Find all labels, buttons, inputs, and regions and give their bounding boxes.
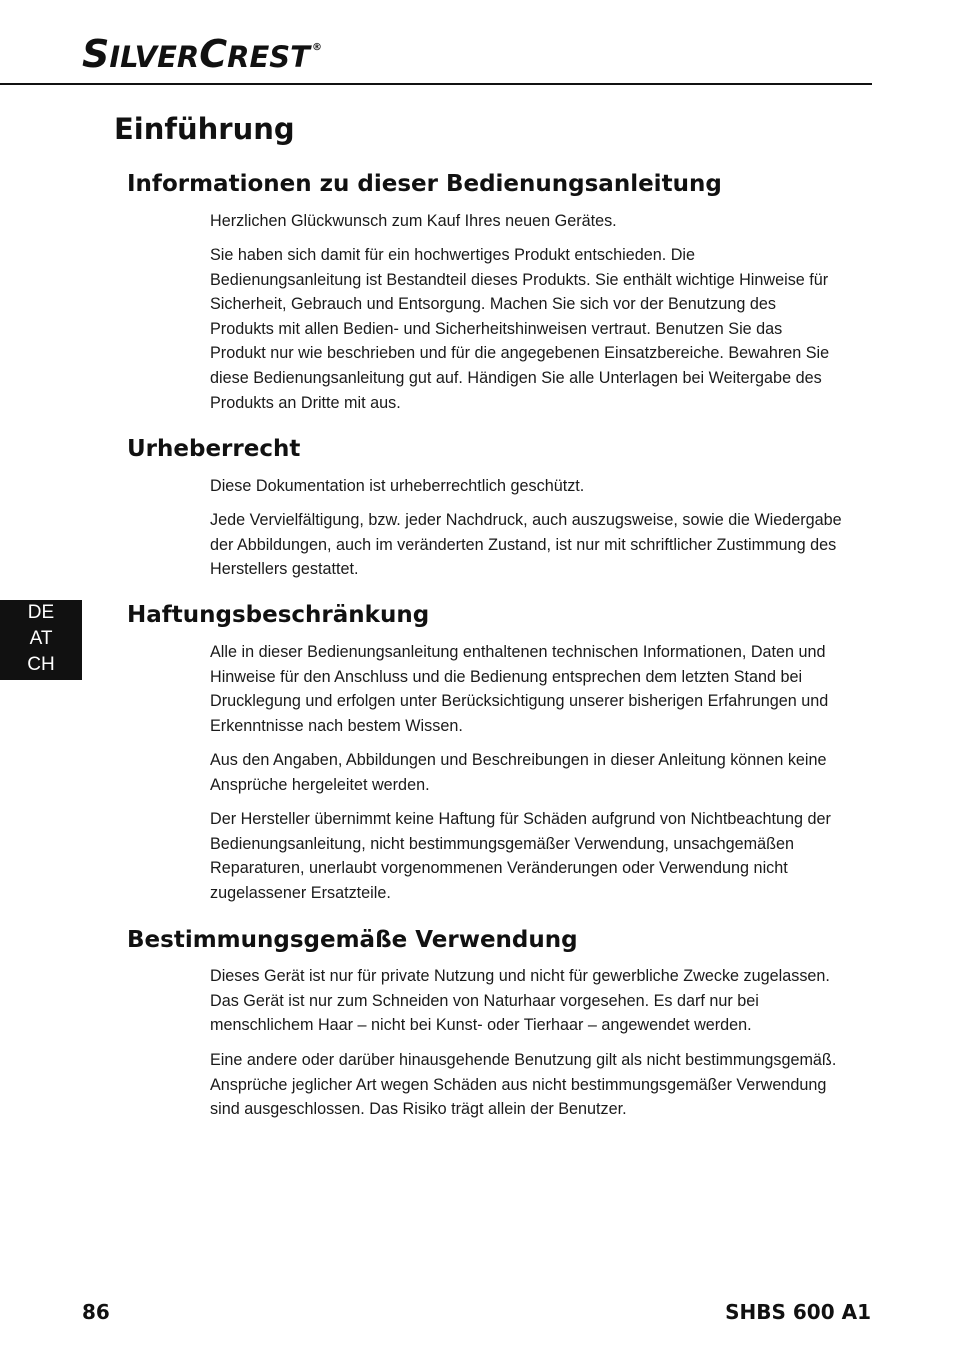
- section-heading-informationen: Informationen zu dieser Bedienungsanleitung: [127, 171, 722, 197]
- header-divider: [0, 83, 872, 85]
- paragraph: Eine andere oder darüber hinausgehende Benutzung gilt als nicht bestimmungsgemäß. Ansprüche jeglicher Art wegen Schäden aus nicht bestimmungsgemäßer Verwendung sind ausgeschlossen. Das Risiko trägt allein der Benutzer.: [210, 1051, 837, 1119]
- paragraph: Sie haben sich damit für ein hochwertiges Produkt entschieden. Die Bedienungsanleitung ist Bestandteil dieses Produkts. Sie enthält wichtige Hinweise für Sicherheit, Gebrauch und Entsorgung. Machen Sie sich vor der Benutzung des Produkts mit allen Bedien- und Sicherheitshinweisen vertraut. Benutzen Sie das Produkt nur wie beschrieben und für die angegebenen Einsatzbereiche. Bewahren Sie diese Bedienungsanleitung gut auf. Händigen Sie alle Unterlagen bei Weitergabe des Produkts an Dritte mit aus.: [210, 246, 830, 412]
- page-title: Einführung: [114, 112, 295, 146]
- brand-logo: [82, 32, 322, 76]
- logo-rest-2: REST: [227, 40, 310, 74]
- language-code-at: AT: [29, 628, 53, 649]
- language-tab: [0, 600, 82, 680]
- language-code-ch: CH: [27, 654, 55, 675]
- logo-initial-1: S: [82, 32, 110, 76]
- paragraph: Herzlichen Glückwunsch zum Kauf Ihres neuen Gerätes.: [210, 212, 617, 230]
- registered-mark: ®: [311, 42, 322, 53]
- section-heading-haftungsbeschraenkung: Haftungsbeschränkung: [127, 602, 430, 628]
- language-code-de: DE: [27, 602, 55, 623]
- model-number: SHBS 600 A1: [725, 1300, 871, 1324]
- section-heading-urheberrecht: Urheberrecht: [127, 436, 301, 462]
- page-number: 86: [82, 1300, 110, 1324]
- paragraph: Dieses Gerät ist nur für private Nutzung und nicht für gewerbliche Zwecke zugelassen. Das Gerät ist nur zum Schneiden von Naturhaar vorgesehen. Es darf nur bei menschlichem Haar – nicht bei Kunst- oder Tierhaar – angewendet werden.: [210, 967, 830, 1035]
- paragraph: Alle in dieser Bedienungsanleitung enthaltenen technischen Informationen, Daten und Hinweise für den Anschluss und die Bedienung entsprechen dem letzten Stand bei Drucklegung und erfolgen unter Berücksichtigung unserer bisherigen Erfahrungen und Erkenntnisse nach bestem Wissen.: [210, 643, 829, 735]
- paragraph: Jede Vervielfältigung, bzw. jeder Nachdruck, auch auszugsweise, sowie die Wiedergabe der Abbildungen, auch im veränderten Zustand, ist nur mit schriftlicher Zustimmung des Herstellers gestattet.: [210, 511, 842, 579]
- paragraph: Aus den Angaben, Abbildungen und Beschreibungen in dieser Anleitung können keine Ansprüche hergeleitet werden.: [210, 751, 827, 794]
- logo-rest-1: ILVER: [109, 40, 200, 74]
- paragraph: Diese Dokumentation ist urheberrechtlich geschützt.: [210, 477, 585, 495]
- paragraph: Der Hersteller übernimmt keine Haftung für Schäden aufgrund von Nichtbeachtung der Bedienungsanleitung, nicht bestimmungsgemäßer Verwendung, unsachgemäßen Reparaturen, unerlaubt vorgenommenen Veränderungen oder Verwendung nicht zugelassener Ersatzteile.: [210, 810, 831, 902]
- logo-initial-2: C: [199, 32, 228, 76]
- section-heading-bestimmungsgemaesse-verwendung: Bestimmungsgemäße Verwendung: [127, 927, 578, 953]
